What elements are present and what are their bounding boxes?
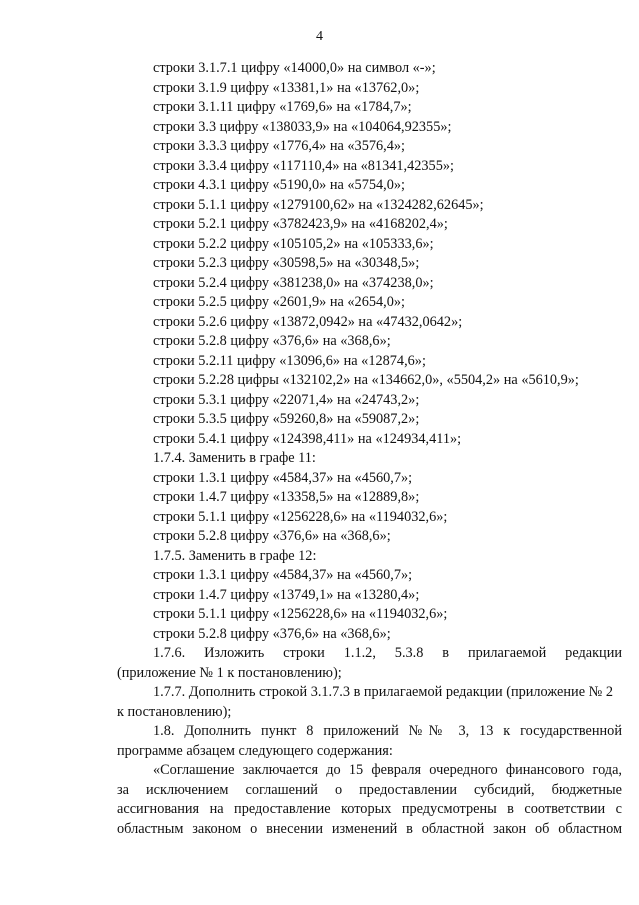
amendment-line: строки 1.3.1 цифру «4584,37» на «4560,7»;	[153, 470, 413, 486]
amendment-line: строки 3.1.7.1 цифру «14000,0» на символ «-»;	[153, 60, 436, 76]
paragraph-line: ассигнования на предоставление которых предусмотрены в соответствии с	[117, 801, 622, 817]
amendment-line: строки 1.3.1 цифру «4584,37» на «4560,7»;	[153, 567, 413, 583]
amendment-line: строки 5.2.6 цифру «13872,0942» на «47432,0642»;	[153, 314, 463, 330]
amendment-line: строки 5.1.1 цифру «1279100,62» на «1324282,62645»;	[153, 197, 484, 213]
amendment-line: строки 5.3.5 цифру «59260,8» на «59087,2»;	[153, 411, 420, 427]
amendment-line: строки 5.2.2 цифру «105105,2» на «105333,6»;	[153, 236, 434, 252]
paragraph-line: «Соглашение заключается до 15 февраля очередного финансового года,	[153, 762, 622, 778]
amendment-line: строки 3.1.11 цифру «1769,6» на «1784,7»;	[153, 99, 412, 115]
amendment-line: строки 5.1.1 цифру «1256228,6» на «1194032,6»;	[153, 606, 448, 622]
paragraph-line: (приложение № 1 к постановлению);	[117, 664, 342, 681]
amendment-line: строки 5.2.5 цифру «2601,9» на «2654,0»;	[153, 294, 405, 310]
amendment-line: строки 5.4.1 цифру «124398,411» на «124934,411»;	[153, 431, 462, 447]
paragraph-line: к постановлению);	[117, 703, 232, 720]
paragraph-line: за исключением соглашений о предоставлении субсидий, бюджетные	[117, 781, 622, 798]
amendment-line: строки 1.4.7 цифру «13749,1» на «13280,4»;	[153, 587, 420, 603]
amendment-line: строки 3.3.4 цифру «117110,4» на «81341,42355»;	[153, 158, 454, 174]
section-heading-1-7-5: 1.7.5. Заменить в графе 12:	[153, 548, 317, 564]
amendment-line: строки 5.1.1 цифру «1256228,6» на «1194032,6»;	[153, 509, 448, 525]
amendment-line: строки 3.3 цифру «138033,9» на «104064,92355»;	[153, 119, 452, 135]
amendment-line: строки 5.2.1 цифру «3782423,9» на «4168202,4»;	[153, 216, 448, 232]
amendment-line: строки 4.3.1 цифру «5190,0» на «5754,0»;	[153, 177, 405, 193]
amendment-line: строки 5.2.8 цифру «376,6» на «368,6»;	[153, 528, 391, 544]
paragraph-line: 1.8. Дополнить пункт 8 приложений №№ 3, 13 к государственной	[153, 723, 622, 739]
paragraph-1-7-6	[117, 644, 622, 683]
amendment-line: строки 5.2.3 цифру «30598,5» на «30348,5»;	[153, 255, 420, 271]
page-number: 4	[316, 29, 323, 44]
quoted-paragraph	[117, 761, 622, 839]
amendment-line: строки 5.2.4 цифру «381238,0» на «374238,0»;	[153, 275, 434, 291]
paragraph-line: 1.7.6. Изложить строки 1.1.2, 5.3.8 в прилагаемой редакции	[153, 645, 622, 661]
paragraph-1-8	[117, 722, 622, 761]
amendment-line: строки 5.2.8 цифру «376,6» на «368,6»;	[153, 333, 391, 349]
paragraph-1-7-7	[117, 683, 622, 722]
amendment-line: строки 3.1.9 цифру «13381,1» на «13762,0»;	[153, 80, 420, 96]
paragraph-line: областным законом о внесении изменений в областной закон об областном	[117, 820, 622, 837]
section-heading-1-7-4: 1.7.4. Заменить в графе 11:	[153, 450, 316, 466]
amendment-line: строки 5.2.8 цифру «376,6» на «368,6»;	[153, 626, 391, 642]
amendment-line: строки 3.3.3 цифру «1776,4» на «3576,4»;	[153, 138, 405, 154]
paragraph-line: 1.7.7. Дополнить строкой 3.1.7.3 в прилагаемой редакции (приложение № 2	[153, 684, 613, 700]
amendment-line: строки 5.2.28 цифры «132102,2» на «134662,0», «5504,2» на «5610,9»;	[153, 372, 579, 388]
amendment-line: строки 5.3.1 цифру «22071,4» на «24743,2»;	[153, 392, 420, 408]
paragraph-line: программе абзацем следующего содержания:	[117, 742, 393, 759]
amendment-line: строки 5.2.11 цифру «13096,6» на «12874,6»;	[153, 353, 426, 369]
amendment-line: строки 1.4.7 цифру «13358,5» на «12889,8»;	[153, 489, 420, 505]
